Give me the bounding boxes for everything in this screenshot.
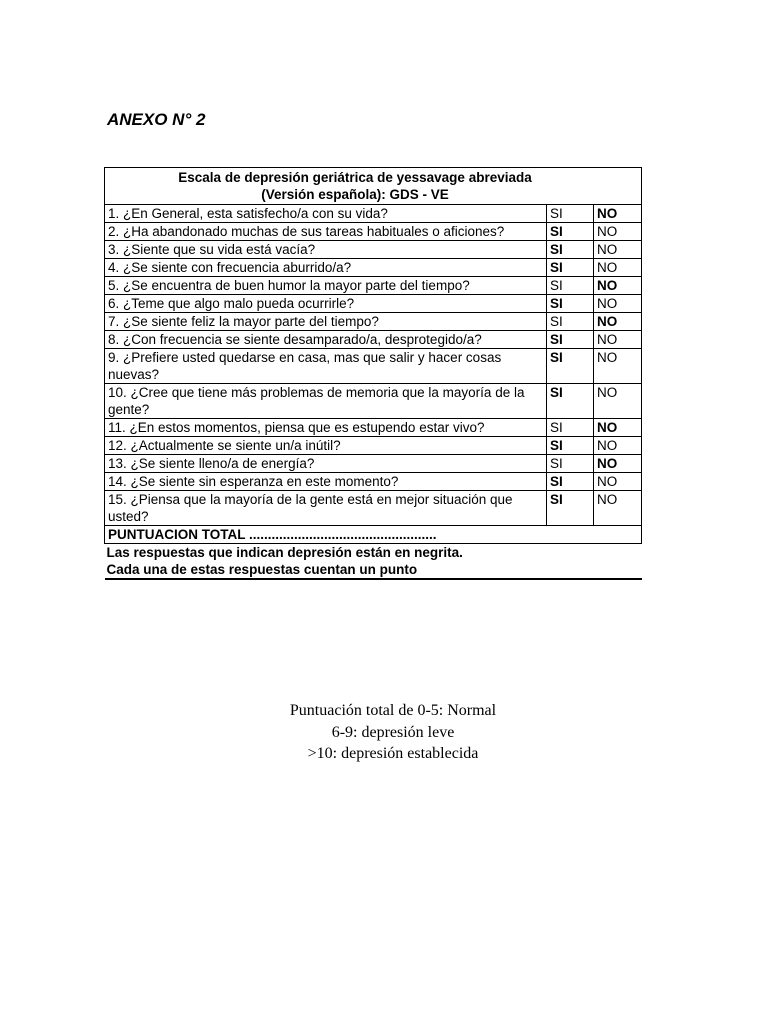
answer-si: SI	[547, 349, 594, 384]
question-text: 9. ¿Prefiere usted quedarse en casa, mas que salir y hacer cosas nuevas?	[105, 349, 547, 384]
question-text: 15. ¿Piensa que la mayoría de la gente está en mejor situación que usted?	[105, 491, 547, 526]
question-text: 6. ¿Teme que algo malo pueda ocurrirle?	[105, 295, 547, 313]
table-row	[105, 419, 642, 437]
table-row	[105, 331, 642, 349]
answer-si: SI	[547, 491, 594, 526]
answer-no: NO	[594, 349, 642, 384]
answer-no: NO	[594, 455, 642, 473]
answer-si: SI	[547, 205, 594, 223]
scoring-note	[105, 544, 642, 580]
answer-no: NO	[594, 223, 642, 241]
score-legend	[0, 700, 768, 765]
question-text: 7. ¿Se siente feliz la mayor parte del tiempo?	[105, 313, 547, 331]
question-text: 4. ¿Se siente con frecuencia aburrido/a?	[105, 259, 547, 277]
note-line2: Cada una de estas respuestas cuentan un punto	[106, 562, 418, 577]
gds-table	[104, 167, 642, 580]
answer-si: SI	[547, 259, 594, 277]
answer-no: NO	[594, 384, 642, 419]
answer-no: NO	[594, 277, 642, 295]
table-row	[105, 259, 642, 277]
answer-si: SI	[547, 437, 594, 455]
question-text: 10. ¿Cree que tiene más problemas de memoria que la mayoría de la gente?	[105, 384, 547, 419]
answer-no: NO	[594, 331, 642, 349]
answer-si: SI	[547, 473, 594, 491]
question-text: 3. ¿Siente que su vida está vacía?	[105, 241, 547, 259]
answer-si: SI	[547, 241, 594, 259]
question-text: 2. ¿Ha abandonado muchas de sus tareas habituales o aficiones?	[105, 223, 547, 241]
legend-established: >10: depresión establecida	[307, 745, 479, 762]
table-title-line1: Escala de depresión geriátrica de yessavage abreviada	[178, 170, 532, 185]
table-row	[105, 295, 642, 313]
answer-si: SI	[547, 384, 594, 419]
answer-no: NO	[594, 205, 642, 223]
question-text: 11. ¿En estos momentos, piensa que es estupendo estar vivo?	[105, 419, 547, 437]
answer-si: SI	[547, 277, 594, 295]
table-row	[105, 223, 642, 241]
table-row	[105, 241, 642, 259]
question-text: 1. ¿En General, esta satisfecho/a con su vida?	[105, 205, 547, 223]
question-text: 12. ¿Actualmente se siente un/a inútil?	[105, 437, 547, 455]
annex-title: ANEXO N° 2	[107, 110, 206, 129]
table-title-line2: (Versión española): GDS - VE	[261, 187, 449, 202]
answer-no: NO	[594, 491, 642, 526]
answer-no: NO	[594, 313, 642, 331]
question-text: 8. ¿Con frecuencia se siente desamparado/a, desprotegido/a?	[105, 331, 547, 349]
total-score-label: PUNTUACION TOTAL ..................................................	[105, 526, 642, 544]
question-text: 14. ¿Se siente sin esperanza en este momento?	[105, 473, 547, 491]
table-row	[105, 473, 642, 491]
total-row	[105, 526, 642, 544]
legend-mild: 6-9: depresión leve	[331, 723, 455, 741]
legend-normal: Puntuación total de 0-5: Normal	[289, 702, 497, 719]
table-title	[105, 168, 642, 205]
answer-no: NO	[594, 473, 642, 491]
question-text: 5. ¿Se encuentra de buen humor la mayor parte del tiempo?	[105, 277, 547, 295]
question-text: 13. ¿Se siente lleno/a de energía?	[105, 455, 547, 473]
table-row	[105, 437, 642, 455]
table-row	[105, 349, 642, 384]
answer-si: SI	[547, 331, 594, 349]
answer-si: SI	[547, 313, 594, 331]
table-row	[105, 384, 642, 419]
note-line1: Las respuestas que indican depresión están en negrita.	[106, 545, 463, 560]
answer-si: SI	[547, 455, 594, 473]
table-row	[105, 313, 642, 331]
answer-si: SI	[547, 223, 594, 241]
answer-si: SI	[547, 419, 594, 437]
answer-no: NO	[594, 295, 642, 313]
answer-si: SI	[547, 295, 594, 313]
table-row	[105, 205, 642, 223]
table-row	[105, 491, 642, 526]
table-header	[105, 168, 642, 205]
answer-no: NO	[594, 241, 642, 259]
table-row	[105, 455, 642, 473]
answer-no: NO	[594, 437, 642, 455]
answer-no: NO	[594, 419, 642, 437]
note-row	[105, 544, 642, 580]
table-row	[105, 277, 642, 295]
answer-no: NO	[594, 259, 642, 277]
